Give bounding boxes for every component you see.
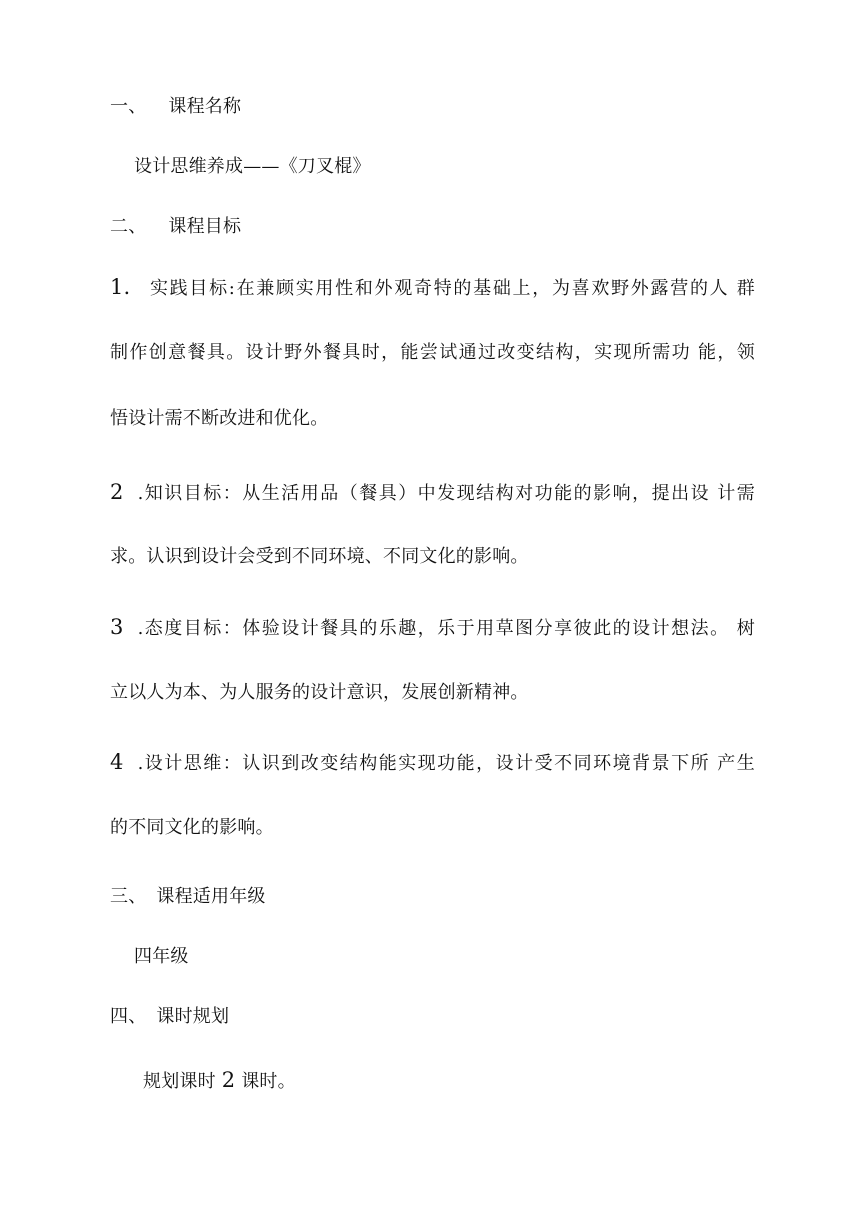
goal-number: 4 [110, 750, 124, 774]
schedule-text-pre: 规划课时 [143, 1071, 216, 1092]
goal-number: 1. [110, 275, 131, 299]
goal-text: 实践目标:在兼顾实用性和外观奇特的基础上，为喜欢野外露营的人 群 [148, 278, 755, 299]
goal-4-line-2: 的不同文化的影响。 [110, 817, 274, 838]
section-marker: 二、 [110, 216, 147, 237]
section-heading-course-goals [110, 215, 755, 239]
goal-3-line-2: 立以人为本、为人服务的设计意识，发展创新精神。 [110, 682, 529, 703]
goal-text: .知识目标：从生活用品（餐具）中发现结构对功能的影响，提出设 计需 [137, 483, 755, 504]
goal-number: 3 [110, 615, 124, 639]
grade-text: 四年级 [134, 946, 189, 967]
goal-1-line-2: 制作创意餐具。设计野外餐具时，能尝试通过改变结构，实现所需功 能，领 [110, 342, 755, 363]
section-title: 课程目标 [168, 216, 242, 237]
goal-1-line-1 [110, 275, 755, 301]
goal-4-line-1 [110, 750, 755, 776]
goal-number: 2 [110, 480, 124, 504]
section-heading-grade [110, 885, 755, 909]
goal-2-line-2: 求。认识到设计会受到不同环境、不同文化的影响。 [110, 546, 529, 567]
section-title: 课程名称 [168, 96, 242, 117]
schedule-text-post: 课时。 [241, 1071, 296, 1092]
section-marker: 一、 [110, 96, 147, 117]
section-marker: 四、 [110, 1006, 147, 1027]
goal-2-line-1 [110, 480, 755, 506]
schedule-text [143, 1068, 788, 1094]
schedule-hours: 2 [221, 1068, 236, 1092]
section-title: 课时规划 [156, 1006, 230, 1027]
goal-text: .态度目标：体验设计餐具的乐趣，乐于用草图分享彼此的设计想法。 树 [137, 618, 755, 639]
goal-1-line-3: 悟设计需不断改进和优化。 [110, 408, 329, 429]
section-heading-course-name [110, 95, 755, 119]
section-heading-schedule [110, 1005, 755, 1029]
section-title: 课程适用年级 [156, 886, 266, 907]
goal-text: .设计思维：认识到改变结构能实现功能，设计受不同环境背景下所 产生 [137, 753, 755, 774]
course-name-text: 设计思维养成——《刀叉棍》 [134, 156, 371, 177]
goal-3-line-1 [110, 615, 755, 641]
section-marker: 三、 [110, 886, 147, 907]
